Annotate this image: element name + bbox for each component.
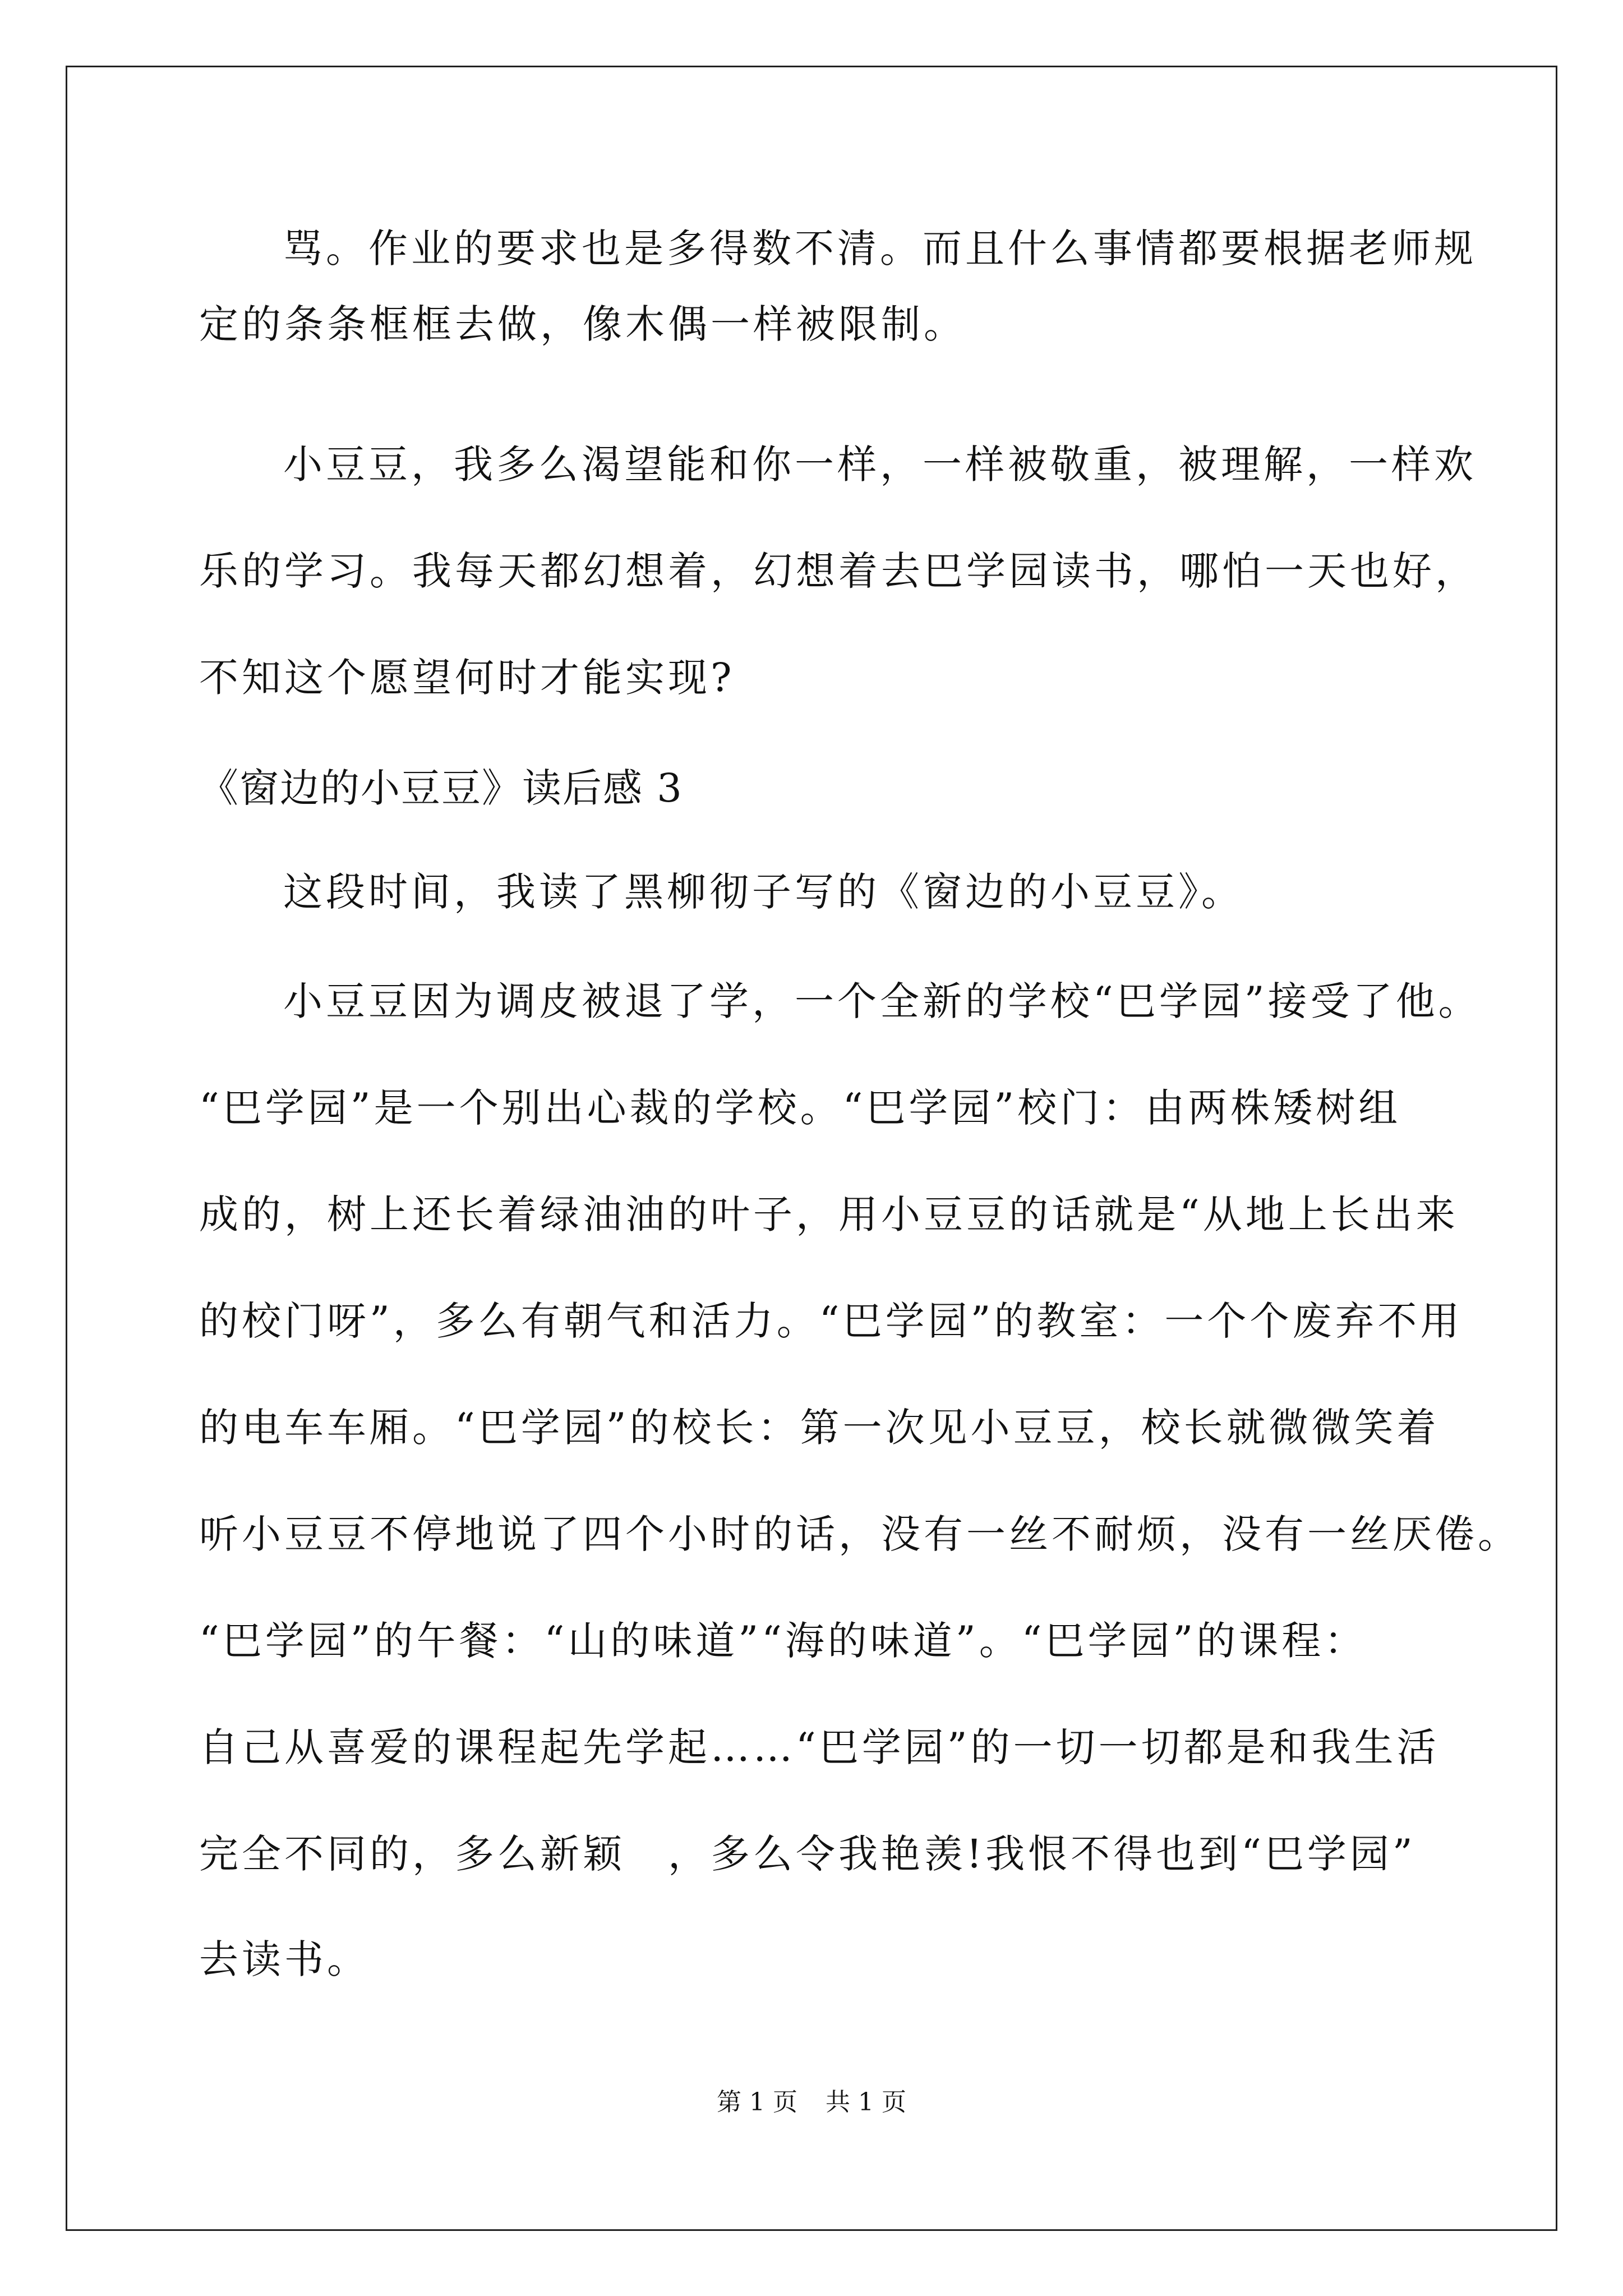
text-line: 乐的学习。我每天都幻想着，幻想着去巴学园读书，哪怕一天也好， xyxy=(199,548,1478,594)
text-line: 的校门呀”，多么有朝气和活力。“巴学园”的教室：一个个废弃不用 xyxy=(199,1298,1463,1344)
section-heading: 《窗边的小豆豆》读后感 3 xyxy=(199,765,683,811)
page-footer xyxy=(0,2090,1623,2115)
text-line: 骂。作业的要求也是多得数不清。而且什么事情都要根据老师规 xyxy=(283,226,1477,272)
text-line: 小豆豆因为调皮被退了学，一个全新的学校“巴学园”接受了他。 xyxy=(283,978,1481,1024)
text-line: “巴学园”是一个别出心裁的学校。“巴学园”校门：由两株矮树组 xyxy=(199,1085,1401,1131)
text-line: 成的，树上还长着绿油油的叶子，用小豆豆的话就是“从地上长出来 xyxy=(199,1191,1459,1237)
text-line: 听小豆豆不停地说了四个小时的话，没有一丝不耐烦，没有一丝厌倦。 xyxy=(199,1511,1520,1557)
text-line: 的电车车厢。“巴学园”的校长：第一次见小豆豆，校长就微微笑着 xyxy=(199,1405,1440,1451)
text-line: 定的条条框框去做，像木偶一样被限制。 xyxy=(199,301,966,347)
text-line: “巴学园”的午餐：“山的味道”“海的味道”。“巴学园”的课程： xyxy=(199,1618,1367,1664)
page-total: 共 1 页 xyxy=(826,2088,906,2116)
text-line: 这段时间，我读了黑柳彻子写的《窗边的小豆豆》。 xyxy=(283,869,1244,915)
text-line: 自己从喜爱的课程起先学起……“巴学园”的一切一切都是和我生活 xyxy=(199,1724,1440,1770)
page-number: 第 1 页 xyxy=(717,2088,797,2116)
text-line: 去读书。 xyxy=(199,1936,370,1982)
text-line: 完全不同的，多么新颖 ，多么令我艳羡!我恨不得也到“巴学园” xyxy=(199,1831,1416,1877)
page-border xyxy=(66,66,1557,2231)
text-line: 不知这个愿望何时才能实现? xyxy=(199,655,735,701)
text-line: 小豆豆，我多么渴望能和你一样，一样被敬重，被理解，一样欢 xyxy=(283,441,1477,487)
